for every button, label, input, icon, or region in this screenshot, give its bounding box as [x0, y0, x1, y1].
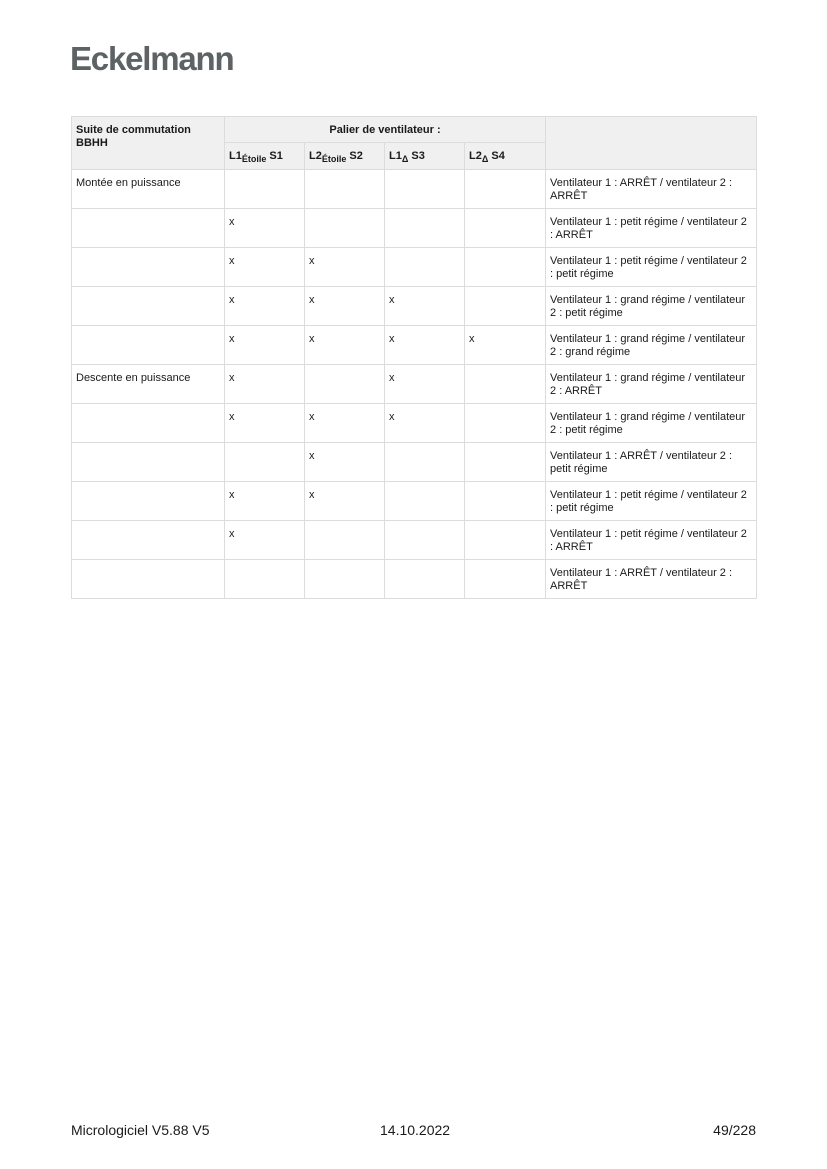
column-header-step-s2: $L2_{Étoile}$ S2 — [305, 143, 385, 170]
cell-s1: x — [225, 209, 305, 248]
cell-s4 — [465, 287, 546, 326]
cell-s4 — [465, 365, 546, 404]
cell-s3 — [385, 482, 465, 521]
cell-s3 — [385, 443, 465, 482]
row-label — [72, 404, 225, 443]
table-row — [72, 248, 757, 287]
row-label — [72, 521, 225, 560]
cell-description: Ventilateur 1 : ARRÊT / ventilateur 2 : petit régime — [546, 443, 757, 482]
cell-s4 — [465, 248, 546, 287]
row-label: Montée en puissance — [72, 170, 225, 209]
row-label: Descente en puissance — [72, 365, 225, 404]
table-row — [72, 521, 757, 560]
cell-description: Ventilateur 1 : ARRÊT / ventilateur 2 : ARRÊT — [546, 170, 757, 209]
cell-s3: x — [385, 404, 465, 443]
cell-s1: x — [225, 365, 305, 404]
cell-s2: x — [305, 248, 385, 287]
footer-firmware-version: Micrologiciel V5.88 V5 — [71, 1122, 210, 1138]
cell-s1 — [225, 170, 305, 209]
cell-s1: x — [225, 482, 305, 521]
row-label — [72, 560, 225, 599]
cell-s2 — [305, 170, 385, 209]
row-label — [72, 248, 225, 287]
cell-s3: x — [385, 287, 465, 326]
table-row — [72, 443, 757, 482]
cell-s3 — [385, 170, 465, 209]
cell-description: Ventilateur 1 : grand régime / ventilateur 2 : ARRÊT — [546, 365, 757, 404]
cell-s4 — [465, 443, 546, 482]
footer-date: 14.10.2022 — [380, 1122, 451, 1138]
cell-s2 — [305, 365, 385, 404]
column-header-sequence: Suite de commutation BBHH — [72, 117, 225, 170]
cell-s1 — [225, 443, 305, 482]
row-label — [72, 443, 225, 482]
row-label — [72, 209, 225, 248]
cell-s2 — [305, 209, 385, 248]
cell-description: Ventilateur 1 : petit régime / ventilateur 2 : ARRÊT — [546, 209, 757, 248]
table-row — [72, 560, 757, 599]
cell-s4 — [465, 482, 546, 521]
row-label — [72, 482, 225, 521]
cell-s4 — [465, 170, 546, 209]
cell-s4 — [465, 521, 546, 560]
table-row — [72, 326, 757, 365]
cell-s2: x — [305, 287, 385, 326]
footer-page-number: 49/228 — [713, 1122, 756, 1138]
row-label — [72, 326, 225, 365]
cell-s3 — [385, 209, 465, 248]
cell-s3 — [385, 560, 465, 599]
cell-s3 — [385, 521, 465, 560]
cell-description: Ventilateur 1 : petit régime / ventilateur 2 : petit régime — [546, 248, 757, 287]
cell-s3 — [385, 248, 465, 287]
cell-description: Ventilateur 1 : grand régime / ventilateur 2 : grand régime — [546, 326, 757, 365]
cell-s2 — [305, 560, 385, 599]
cell-description: Ventilateur 1 : grand régime / ventilateur 2 : petit régime — [546, 287, 757, 326]
table-row — [72, 209, 757, 248]
cell-s2 — [305, 521, 385, 560]
cell-s1: x — [225, 287, 305, 326]
column-header-description — [546, 117, 757, 170]
cell-s1 — [225, 560, 305, 599]
cell-s4: x — [465, 326, 546, 365]
cell-s2: x — [305, 443, 385, 482]
table-row — [72, 404, 757, 443]
cell-description: Ventilateur 1 : grand régime / ventilateur 2 : petit régime — [546, 404, 757, 443]
table-row — [72, 287, 757, 326]
column-group-header-fan-step: Palier de ventilateur : — [225, 117, 546, 143]
table-row — [72, 482, 757, 521]
column-header-step-s4: $L2_\Delta$ S4 — [465, 143, 546, 170]
cell-description: Ventilateur 1 : ARRÊT / ventilateur 2 : ARRÊT — [546, 560, 757, 599]
cell-s4 — [465, 560, 546, 599]
table-row — [72, 170, 757, 209]
table-header-row — [72, 117, 757, 143]
company-logo: Eckelmann — [70, 40, 234, 77]
cell-s2: x — [305, 404, 385, 443]
cell-description: Ventilateur 1 : petit régime / ventilateur 2 : ARRÊT — [546, 521, 757, 560]
cell-s1: x — [225, 326, 305, 365]
cell-s4 — [465, 209, 546, 248]
cell-description: Ventilateur 1 : petit régime / ventilateur 2 : petit régime — [546, 482, 757, 521]
column-header-step-s1: $L1_{Étoile}$ S1 — [225, 143, 305, 170]
cell-s4 — [465, 404, 546, 443]
cell-s1: x — [225, 521, 305, 560]
switching-sequence-table — [71, 116, 757, 599]
row-label — [72, 287, 225, 326]
cell-s1: x — [225, 248, 305, 287]
cell-s3: x — [385, 326, 465, 365]
cell-s2: x — [305, 482, 385, 521]
table-row — [72, 365, 757, 404]
cell-s2: x — [305, 326, 385, 365]
cell-s3: x — [385, 365, 465, 404]
column-header-step-s3: $L1_\Delta$ S3 — [385, 143, 465, 170]
cell-s1: x — [225, 404, 305, 443]
